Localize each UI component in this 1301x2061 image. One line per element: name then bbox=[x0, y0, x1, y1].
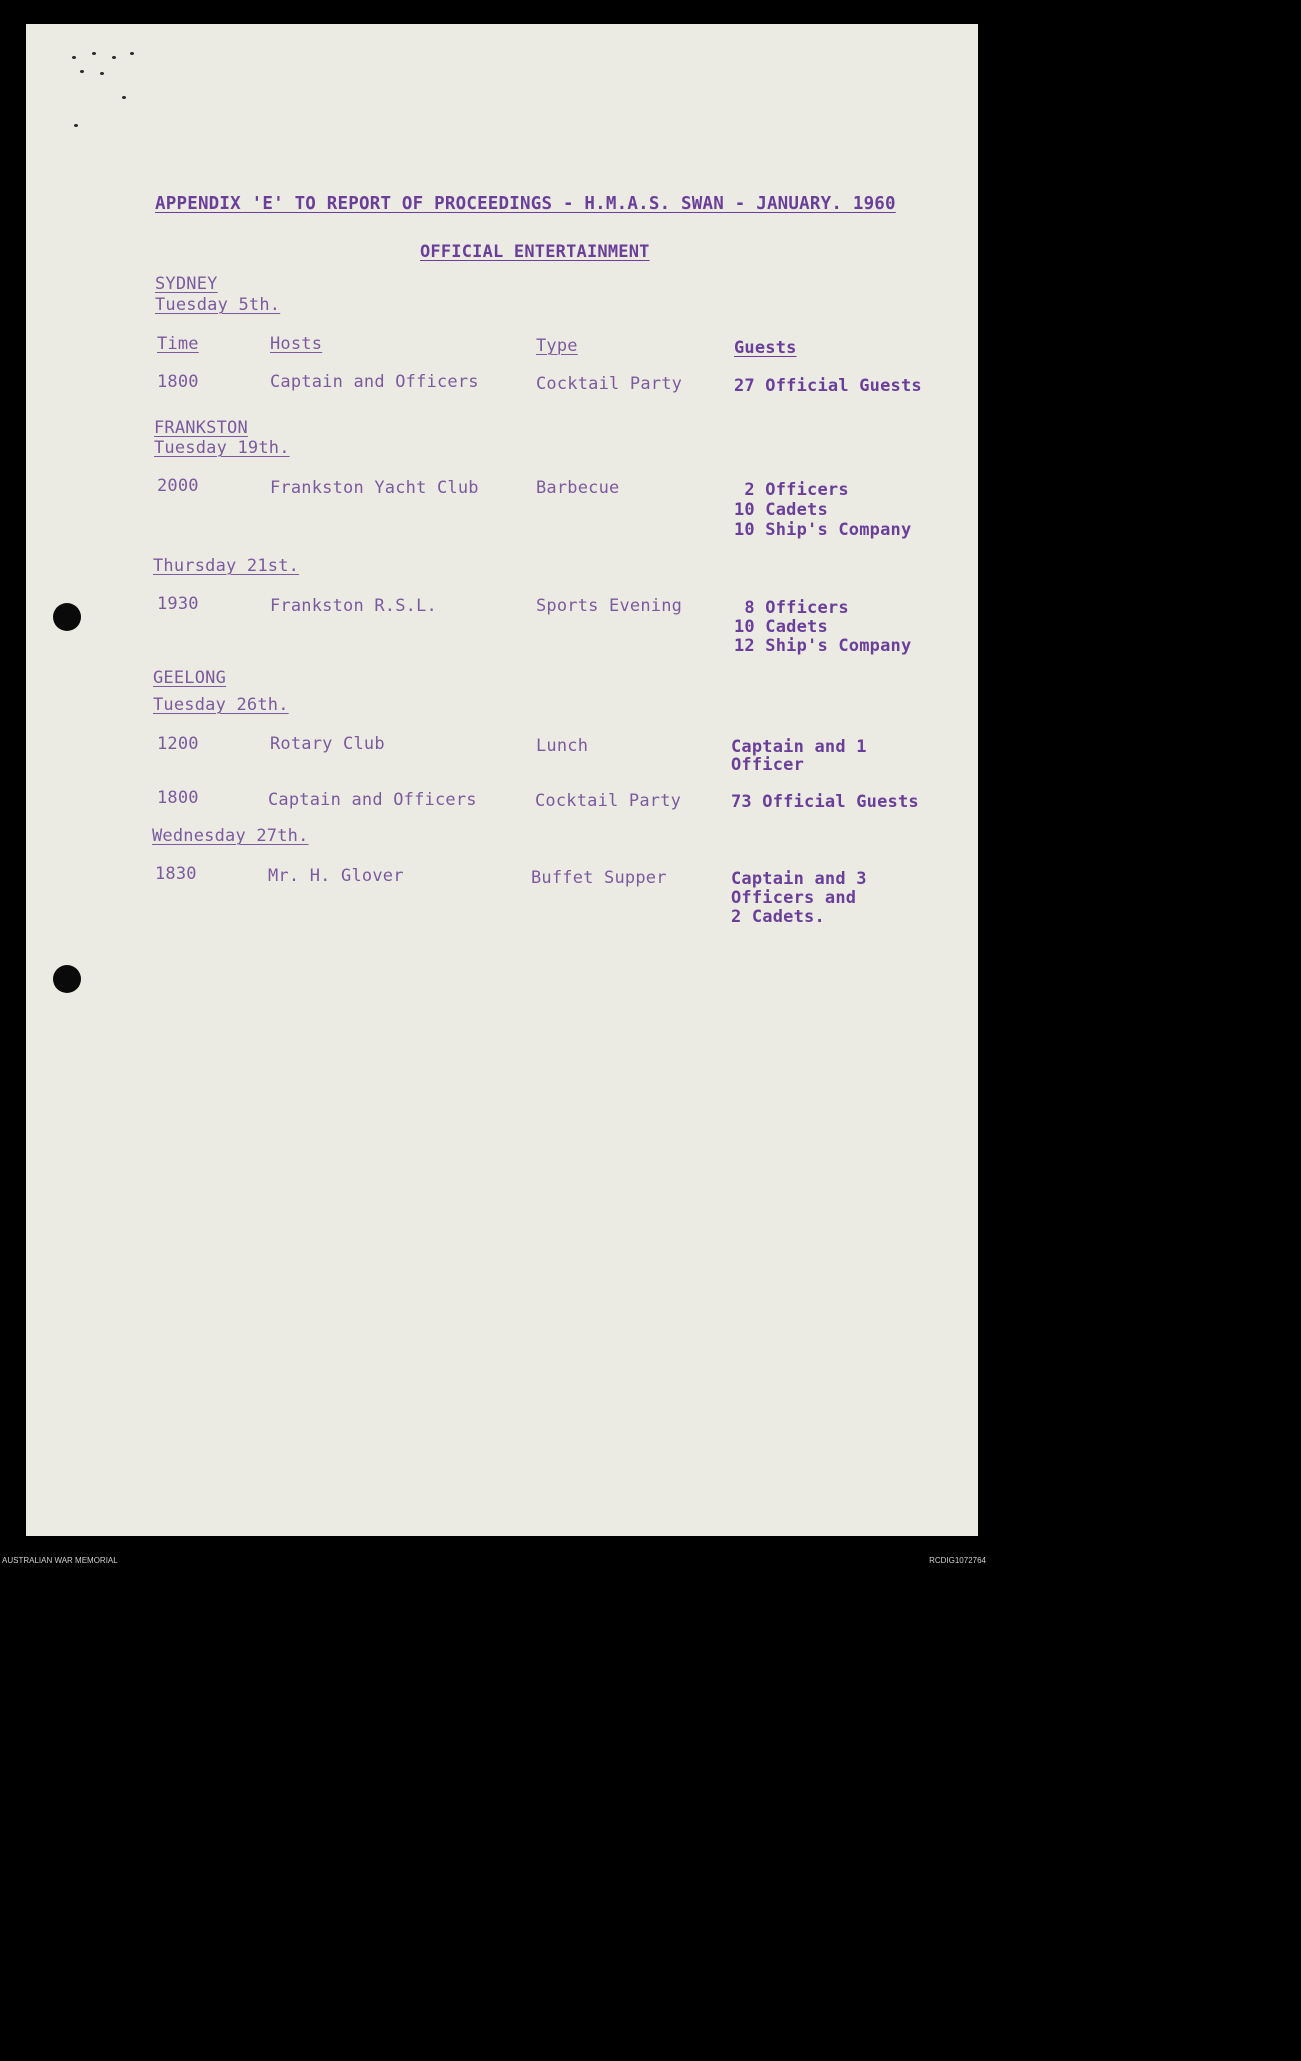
staple-mark bbox=[80, 70, 84, 73]
entry-hosts: Mr. H. Glover bbox=[268, 866, 404, 886]
entry-type: Cocktail Party bbox=[535, 791, 682, 811]
punch-hole-bottom bbox=[53, 965, 81, 993]
entry-guests: Captain and 3 bbox=[731, 869, 867, 889]
entry-guests: 10 Cadets bbox=[734, 500, 828, 520]
entry-guests: Officer bbox=[731, 755, 805, 775]
entry-hosts: Frankston R.S.L. bbox=[270, 596, 437, 616]
date-heading: Thursday 21st. bbox=[153, 556, 300, 576]
entry-type: Barbecue bbox=[536, 478, 620, 498]
document-title: APPENDIX 'E' TO REPORT OF PROCEEDINGS - H.M.A.S. SWAN - JANUARY. 1960 bbox=[155, 194, 896, 214]
entry-guests: 12 Ship's Company bbox=[734, 636, 912, 656]
entry-time: 1200 bbox=[157, 734, 199, 754]
entry-guests: 2 Cadets. bbox=[731, 907, 825, 927]
entry-type: Lunch bbox=[536, 736, 589, 756]
staple-mark bbox=[130, 52, 134, 55]
entry-time: 1930 bbox=[157, 594, 199, 614]
entry-type: Buffet Supper bbox=[531, 868, 667, 888]
date-heading: Wednesday 27th. bbox=[152, 826, 309, 846]
place-heading: GEELONG bbox=[153, 668, 227, 688]
entry-guests: 2 Officers bbox=[734, 480, 849, 500]
entry-guests: 8 Officers bbox=[734, 598, 849, 618]
staple-mark bbox=[122, 96, 126, 99]
entry-time: 2000 bbox=[157, 476, 199, 496]
entry-type: Sports Evening bbox=[536, 596, 683, 616]
entry-guests: 10 Cadets bbox=[734, 617, 828, 637]
date-heading: Tuesday 5th. bbox=[155, 295, 281, 315]
entry-guests: Officers and bbox=[731, 888, 857, 908]
entry-time: 1800 bbox=[157, 372, 199, 392]
date-heading: Tuesday 26th. bbox=[153, 695, 289, 715]
archive-credit: AUSTRALIAN WAR MEMORIAL bbox=[2, 1556, 118, 1565]
entry-guests: 10 Ship's Company bbox=[734, 520, 912, 540]
entry-hosts: Rotary Club bbox=[270, 734, 385, 754]
staple-mark bbox=[74, 124, 78, 127]
entry-hosts: Frankston Yacht Club bbox=[270, 478, 479, 498]
column-header-type: Type bbox=[536, 336, 578, 356]
place-heading: FRANKSTON bbox=[154, 418, 248, 438]
section-title: OFFICIAL ENTERTAINMENT bbox=[420, 242, 650, 262]
date-heading: Tuesday 19th. bbox=[154, 438, 290, 458]
entry-type: Cocktail Party bbox=[536, 374, 683, 394]
column-header-guests: Guests bbox=[734, 338, 797, 358]
entry-time: 1800 bbox=[157, 788, 199, 808]
entry-hosts: Captain and Officers bbox=[268, 790, 477, 810]
entry-time: 1830 bbox=[155, 864, 197, 884]
staple-mark bbox=[92, 52, 96, 55]
entry-guests: 27 Official Guests bbox=[734, 376, 922, 396]
column-header-time: Time bbox=[157, 334, 199, 354]
place-heading: SYDNEY bbox=[155, 274, 218, 294]
staple-mark bbox=[72, 56, 76, 59]
entry-guests: Captain and 1 bbox=[731, 737, 867, 757]
staple-mark bbox=[100, 72, 104, 75]
entry-hosts: Captain and Officers bbox=[270, 372, 479, 392]
column-header-hosts: Hosts bbox=[270, 334, 323, 354]
staple-mark bbox=[112, 56, 116, 59]
archive-reference: RCDIG1072764 bbox=[929, 1556, 986, 1565]
punch-hole-top bbox=[53, 603, 81, 631]
entry-guests: 73 Official Guests bbox=[731, 792, 919, 812]
